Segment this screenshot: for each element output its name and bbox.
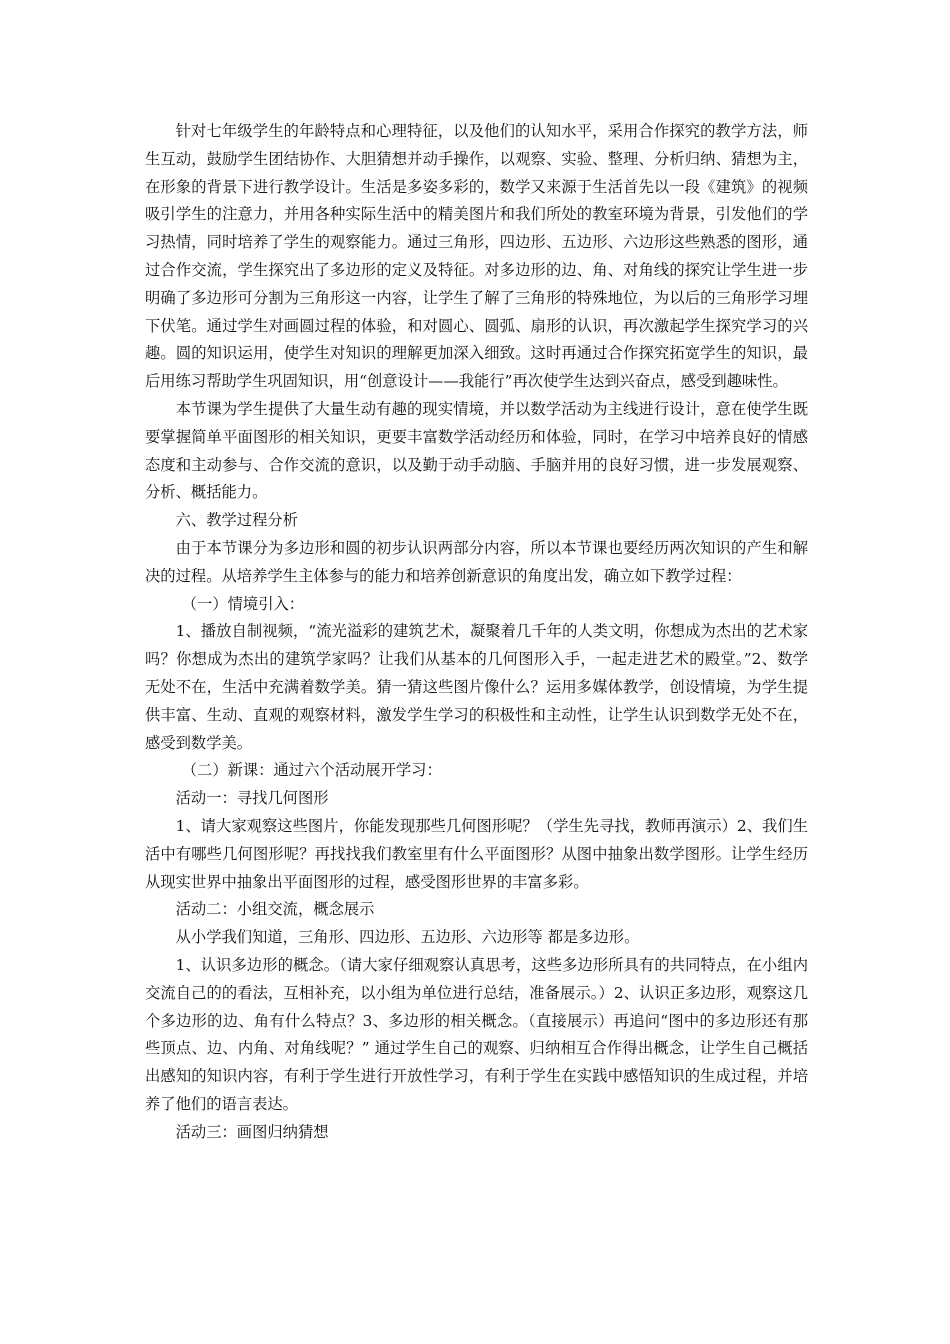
paragraph-activity-one: 1、请大家观察这些图片，你能发现那些几何图形呢？（学生先寻找，教师再演示）2、我们生活中有哪些几何图形呢？再找找我们教室里有什么平面图形？从图中抽象出数学图形。让学生经历从现实世界中抽象出平面图形的过程，感受图形世界的丰富多彩。 [145,816,808,891]
paragraph-teaching-method: 针对七年级学生的年龄特点和心理特征，以及他们的认知水平，采用合作探究的教学方法，师生互动，鼓励学生团结协作、大胆猜想并动手操作，以观察、实验、整理、分析归纳、猜想为主，在形象的背景下进行教学设计。生活是多姿多彩的，数学又来源于生活首先以一段《建筑》的视频吸引学生的注意力，并用各种实际生活中的精美图片和我们所处的教室环境为背景，引发他们的学习热情，同时培养了学生的观察能力。通过三角形，四边形、五边形、六边形这些熟悉的图形，通过合作交流，学生探究出了多边形的定义及特征。对多边形的边、角、对角线的探究让学生进一步明确了多边形可分割为三角形这一内容，让学生了解了三角形的特殊地位，为以后的三角形学习埋下伏笔。通过学生对画圆过程的体验，和对圆心、圆弧、扇形的认识，再次激起学生探究学习的兴趣。圆的知识运用，使学生对知识的理解更加深入细致。这时再通过合作探究拓宽学生的知识，最后用练习帮助学生巩固知识，用“创意设计——我能行”再次使学生达到兴奋点，感受到趣味性。 [145,122,808,391]
subheading-new-lesson: （二）新课：通过六个活动展开学习： [181,761,442,780]
document-body [145,118,808,1146]
paragraph-polygon-known: 从小学我们知道，三角形、四边形、五边形、六边形等 都是多边形。 [175,928,640,947]
heading-activity-one: 活动一：寻找几何图形 [175,789,329,808]
section-heading-process-analysis: 六、教学过程分析 [175,511,298,530]
heading-activity-three: 活动三：画图归纳猜想 [175,1122,329,1141]
heading-activity-two: 活动二：小组交流，概念展示 [175,900,375,919]
paragraph-process-intro: 由于本节课分为多边形和圆的初步认识两部分内容，所以本节课也要经历两次知识的产生和解决的过程。从培养学生主体参与的能力和培养创新意识的角度出发，确立如下教学过程： [145,538,808,585]
paragraph-lesson-design: 本节课为学生提供了大量生动有趣的现实情境，并以数学活动为主线进行设计，意在使学生既要掌握简单平面图形的相关知识，更要丰富数学活动经历和体验，同时，在学习中培养良好的情感态度和主动参与、合作交流的意识，以及勤于动手动脑、手脑并用的良好习惯，进一步发展观察、分析、概括能力。 [145,399,808,502]
paragraph-activity-two: 1、认识多边形的概念。（请大家仔细观察认真思考，这些多边形所具有的共同特点，在小组内交流自己的的看法，互相补充，以小组为单位进行总结，准备展示。）2、认识正多边形，观察这几个多边形的边、角有什么特点？3、多边形的相关概念。（直接展示）再追问“图中的多边形还有那些顶点、边、内角、对角线呢？” 通过学生自己的观察、归纳相互合作得出概念，让学生自己概括出感知的知识内容，有利于学生进行开放性学习，有利于学生在实践中感悟知识的生成过程，并培养了他们的语言表达。 [145,955,808,1113]
subheading-scenario-intro: （一）情境引入： [181,594,305,613]
paragraph-video-intro: 1、播放自制视频，“流光溢彩的建筑艺术，凝聚着几千年的人类文明，你想成为杰出的艺术家吗？你想成为杰出的建筑学家吗？让我们从基本的几何图形入手，一起走进艺术的殿堂。”2、数学无处不在，生活中充满着数学美。猜一猜这些图片像什么？运用多媒体教学，创设情境，为学生提供丰富、生动、直观的观察材料，激发学生学习的积极性和主动性，让学生认识到数学无处不在，感受到数学美。 [145,622,808,752]
